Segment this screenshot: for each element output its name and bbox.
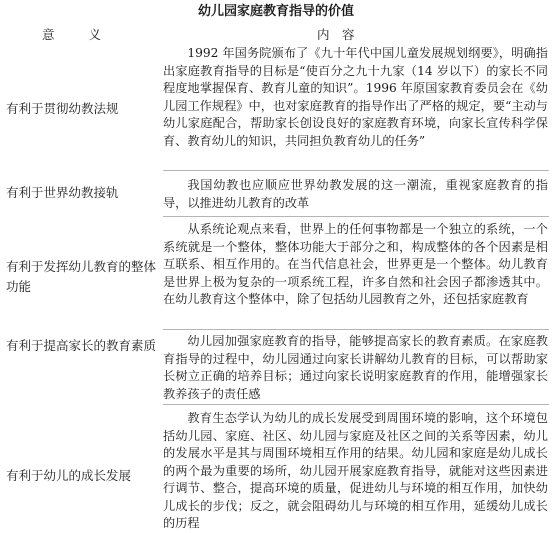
row-content: 1992 年国务院颁布了《九十年代中国儿童发展规划纲要》，明确指出家庭教育指导的目标是“使百分之九十九家（14 岁以下）的家长不同程度地掌握保育、教育儿童的知识”。1996 年原国家教育委员会在《幼儿园工作规程》中，也对家庭教育的指导作出了严格的规定，要“主动与幼儿家庭配合，帮助家长创设良好的家庭教育环境，向家长宣传科学保育、教育幼儿的知识，共同担负教育幼儿的任务” <box>163 46 548 148</box>
row-content: 幼儿园加强家庭教育的指导，能够提高家长的教育素质。在家庭教育指导的过程中，幼儿园通过向家长讲解幼儿教育的目标，可以帮助家长树立正确的培养目标；通过向家长说明家庭教育的作用，能增强家长教养孩子的责任感 <box>163 334 548 401</box>
row-divider <box>163 216 549 217</box>
row-label: 有利于世界幼教接轨 <box>6 185 119 200</box>
header-meaning-char-1: 意 <box>42 27 55 42</box>
table-title: 幼儿园家庭教育指导的价值 <box>197 4 354 19</box>
row-divider <box>163 329 549 330</box>
row-content: 我国幼教也应顺应世界幼教发展的这一潮流，重视家庭教育的指导，以推进幼儿教育的改革 <box>163 178 548 210</box>
row-label: 有利于幼儿的成长发展 <box>6 468 132 483</box>
row-content: 从系统论观点来看，世界上的任何事物都是一个独立的系统，一个系统就是一个整体，整体功能大于部分之和，构成整体的各个因素是相互联系、相互作用的。在当代信息社会，世界更是一个整体。幼儿教育是世界上极为复杂的一项系统工程，许多自然和社会因子都渗透其中。在幼儿教育这个整体中，除了包括幼儿园教育之外，还包括家庭教育 <box>163 222 548 306</box>
row-label: 有利于发挥幼儿教育的整体功能 <box>6 259 157 294</box>
row-divider <box>163 404 549 405</box>
row-divider <box>163 170 549 171</box>
row-content: 教育生态学认为幼儿的成长发展受到周围环境的影响，这个环境包括幼儿园、家庭、社区、幼儿园与家庭及社区之间的关系等因素，幼儿的发展水平是其与周围环境相互作用的结果。幼儿园和家庭是幼儿成长的两个最为重要的场所，幼儿园开展家庭教育指导，就能对这些因素进行调节、整合，提高环境的质量，促进幼儿与环境的相互作用，加快幼儿成长的步伐；反之，就会阻碍幼儿与环境的相互作用，延缓幼儿成长的历程 <box>163 411 548 530</box>
row-label: 有利于提高家长的教育素质 <box>6 338 157 353</box>
row-label: 有利于贯彻幼教法规 <box>6 101 119 116</box>
header-meaning-char-2: 义 <box>88 27 102 42</box>
header-meaning <box>42 27 112 43</box>
header-content: 内 容 <box>317 27 355 42</box>
